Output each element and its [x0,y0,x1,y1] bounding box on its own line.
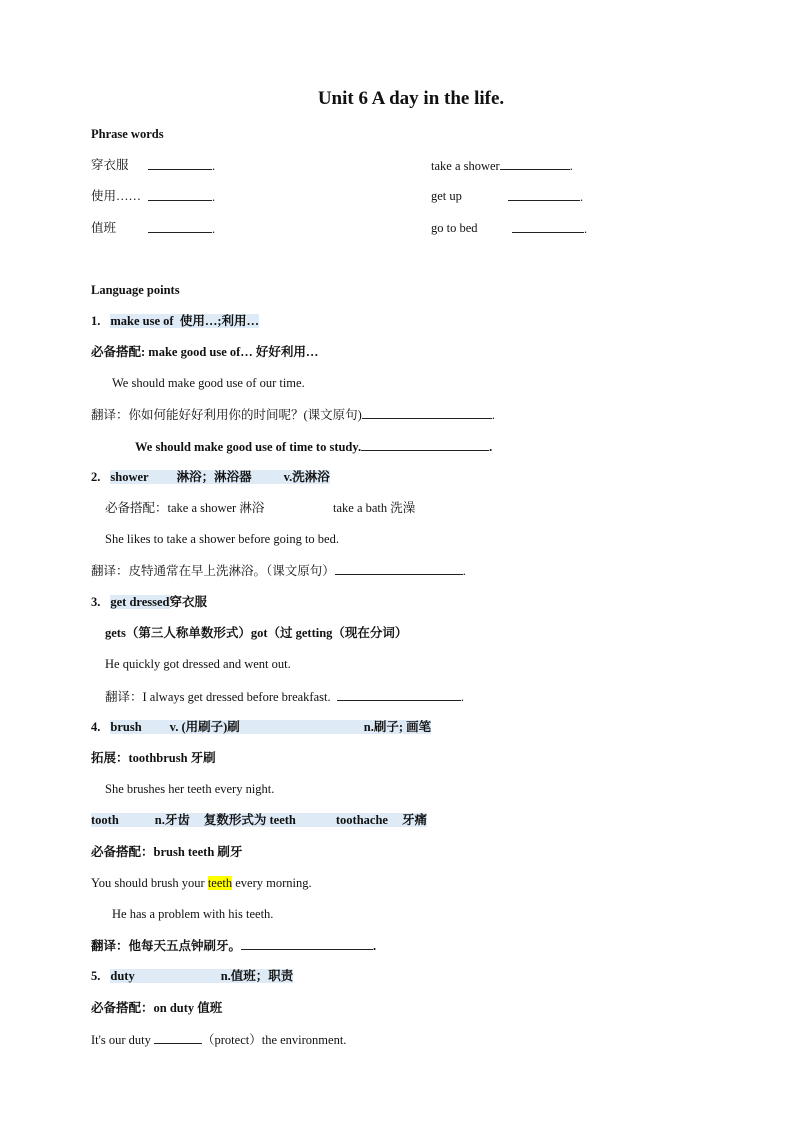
language-points-heading: Language points [91,283,180,297]
point-term: brush v. (用刷子)刷 n.刷子; 画笔 [110,720,432,734]
point-1-translate: 翻译：你如何能好好利用你的时间呢？(课文原句) . [91,408,495,422]
phrase-blank-go-to-bed: . [512,220,587,237]
point-4-example-3: He has a problem with his teeth. [112,907,274,921]
point-number: 2. [91,470,101,484]
point-2-translate: 翻译：皮特通常在早上洗淋浴。（课文原句） . [91,564,466,578]
phrase-label: take a shower [431,159,500,173]
phrase-blank-get-up: . [508,188,583,205]
answer-blank [148,220,212,233]
answer-blank [508,188,580,201]
phrase-blank-dress: . [148,157,215,174]
answer-blank [148,188,212,201]
answer-blank [361,438,489,451]
toothache-word: toothache [335,813,388,827]
point-term: shower 淋浴；淋浴器 v.洗淋浴 [110,470,330,484]
answer-blank [335,562,463,575]
point-4-extend: 拓展：toothbrush 牙刷 [91,751,216,765]
phrase-blank-use: . [148,188,215,205]
point-number: 3. [91,595,101,609]
phrase-label: 使用…… [91,189,142,203]
point-4-example: She brushes her teeth every night. [105,782,275,796]
point-number: 4. [91,720,101,734]
point-1-heading [91,313,259,329]
point-3-heading: 3. get dressed穿衣服 [91,595,208,609]
point-2-collocation: 必备搭配：take a shower 淋浴 [105,501,265,515]
point-number: 5. [91,969,101,983]
point-1-answer: We should make good use of time to study. . [135,440,493,454]
point-term: duty n.值班；职责 [110,969,294,983]
highlighted-word: teeth [207,876,233,890]
point-4-tooth-row: tooth n.牙齿 复数形式为 teeth toothache 牙痛 [91,813,427,827]
answer-blank [241,937,373,950]
phrase-label: 值班 [91,221,117,235]
point-term: get dressed [110,595,170,609]
phrase-words-heading: Phrase words [91,127,164,141]
phrase-item-dress [91,157,129,173]
point-1-collocation: 必备搭配: make good use of… 好好利用… [91,345,319,359]
phrase-item-go-to-bed [431,220,478,236]
answer-blank [500,157,570,170]
phrase-label: 穿衣服 [91,158,129,172]
teeth-word: teeth [269,813,296,827]
point-2-example: She likes to take a shower before going to bed. [105,532,339,546]
point-1-example: We should make good use of our time. [112,376,305,390]
point-5-heading [91,968,293,984]
phrase-item-shower: take a shower . [431,159,573,173]
point-2-collocation-2: take a bath 洗澡 [333,501,416,515]
point-3-forms: gets（第三人称单数形式）got（过 getting（现在分词） [105,626,408,640]
phrase-blank-duty: . [148,220,215,237]
point-4-example-2: You should brush your teeth every morning. [91,876,312,890]
point-2-heading [91,469,330,485]
point-5-example: It's our duty （protect）the environment. [91,1033,347,1047]
answer-blank [154,1031,202,1044]
page-title: Unit 6 A day in the life. [317,88,505,109]
point-4-collocation: 必备搭配：brush teeth 刷牙 [91,845,243,859]
point-3-example: He quickly got dressed and went out. [105,657,291,671]
phrase-item-duty [91,220,116,236]
phrase-item-use [91,188,141,204]
point-number: 1. [91,314,101,328]
answer-blank [337,688,461,701]
point-4-translate: 翻译：他每天五点钟刷牙。 . [91,939,377,953]
point-4-heading [91,719,431,735]
point-5-collocation: 必备搭配：on duty 值班 [91,1001,223,1015]
answer-blank [148,157,212,170]
point-term: make use of 使用…;利用… [110,314,259,328]
answer-blank [512,220,584,233]
phrase-label: go to bed [431,221,478,235]
answer-blank [362,406,492,419]
phrase-item-get-up [431,188,462,204]
tooth-word: tooth [91,813,119,827]
point-3-translate: 翻译：I always get dressed before breakfast. . [105,690,464,704]
phrase-label: get up [431,189,462,203]
